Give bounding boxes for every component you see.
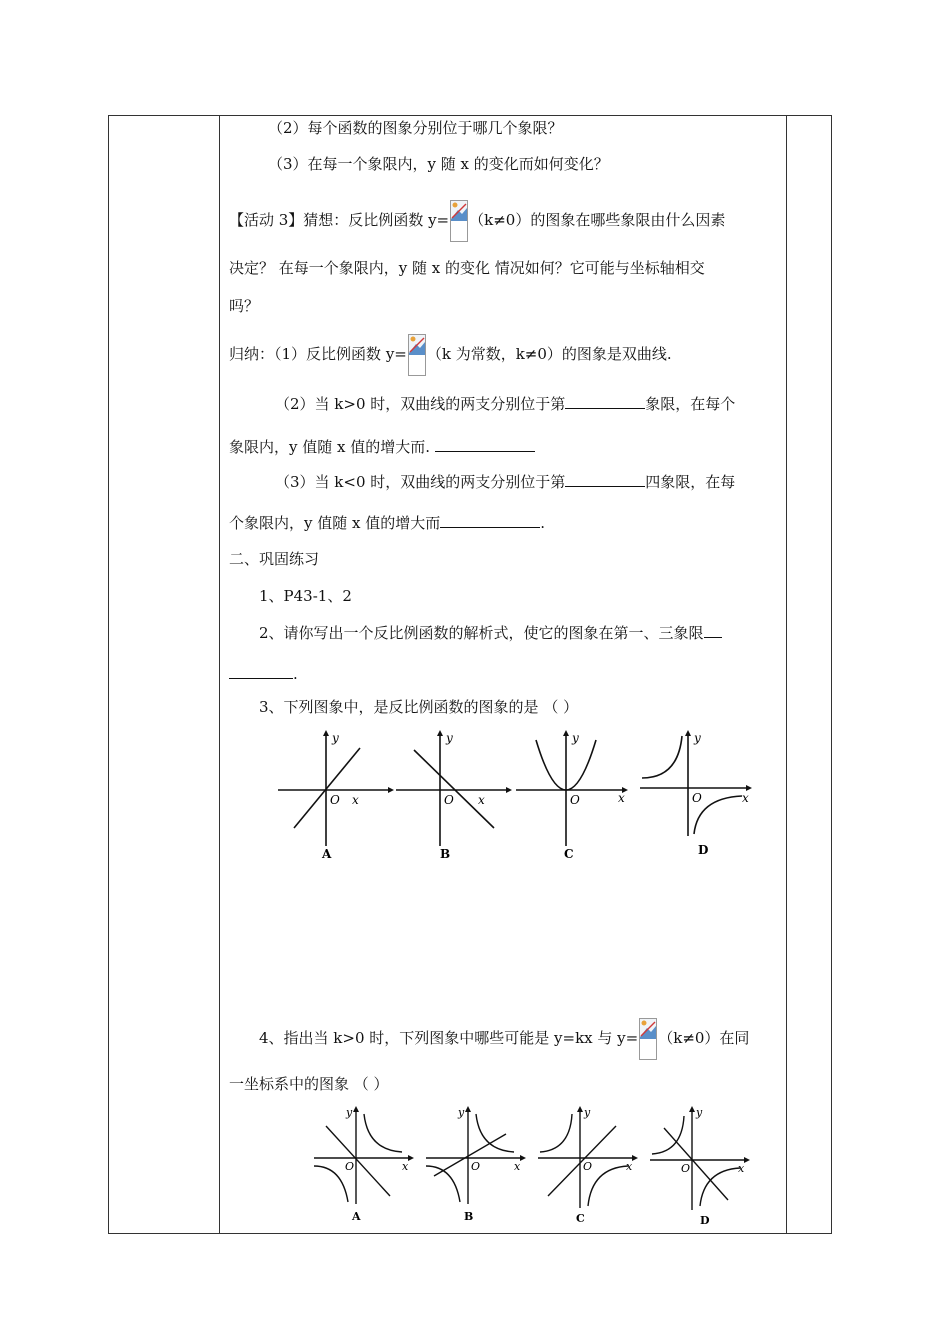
exercise-4-line-2: 一坐标系中的图象 （ ） [229,1075,389,1093]
answer-blank[interactable] [704,622,722,638]
summary-1 [229,334,672,376]
summary-3-line-2 [229,512,545,533]
summary-1-text: 归纳：（1）反比例函数 y= [229,345,407,363]
y-axis-label: y [446,731,453,745]
answer-blank[interactable] [229,663,293,679]
lesson-table [108,115,832,1234]
summary-3-text-cont: 四象限，在每 [645,473,736,491]
x-axis-label: x [514,1160,521,1173]
origin-label: O [570,793,580,807]
activity-3-line-3: 吗？ [229,297,260,315]
graph-set2-option-d [648,1104,752,1234]
activity-3-line [229,200,725,242]
y-axis-label: y [694,731,701,745]
graph-set2-option-b [424,1104,528,1234]
activity-3-text: 【活动 3】猜想：反比例函数 y= [229,211,450,229]
option-label: C [564,847,574,860]
y-axis-label: y [458,1106,465,1119]
y-axis-label: y [696,1106,703,1119]
fraction-image-icon [639,1018,657,1060]
summary-3-period: . [540,514,546,532]
answer-blank[interactable] [435,436,535,452]
option-label: A [352,1210,361,1223]
option-label: D [698,843,709,857]
exercise-4-text-cont: （k≠0）在同 [658,1029,750,1047]
graph-set2-option-c [536,1104,640,1234]
origin-label: O [681,1162,691,1175]
answer-blank[interactable] [440,512,540,528]
origin-label: O [583,1160,593,1173]
x-axis-label: x [742,791,749,805]
summary-2-text-cont: 象限，在每个 [645,395,736,413]
summary-2 [275,393,735,414]
x-axis-label: x [626,1160,633,1173]
table-column-divider [219,116,220,1233]
exercise-4-text: 4、指出当 k>0 时，下列图象中哪些可能是 y=kx 与 y= [259,1029,639,1047]
summary-3 [275,471,735,492]
question-2: （2）每个函数的图象分别位于哪几个象限？ [268,119,563,137]
exercise-4 [259,1018,749,1060]
option-label: B [464,1210,474,1223]
origin-label: O [444,793,454,807]
option-label: B [440,847,451,860]
question-3: （3）在每一个象限内，y 随 x 的变化而如何变化？ [268,155,609,173]
exercise-1: 1、P43-1、2 [259,587,352,605]
x-axis-label: x [478,793,485,807]
graph-option-d [638,728,758,864]
x-axis-label: x [738,1162,745,1175]
graph-option-a [276,728,396,864]
y-axis-label: y [584,1106,591,1119]
origin-label: O [330,793,340,807]
summary-1-text-cont: （k 为常数，k≠0）的图象是双曲线. [426,345,672,363]
table-column-divider [786,116,787,1233]
answer-blank[interactable] [565,393,645,409]
answer-blank[interactable] [565,471,645,487]
y-axis-label: y [572,731,579,745]
origin-label: O [692,791,702,805]
exercise-2-period: . [293,665,298,683]
graph-option-b [394,728,514,864]
origin-label: O [345,1160,355,1173]
x-axis-label: x [352,793,359,807]
fraction-image-icon [450,200,468,242]
option-label: C [576,1212,585,1225]
summary-3-text-2: 个象限内，y 值随 x 值的增大而 [229,514,441,532]
option-label: D [700,1214,710,1227]
exercise-2 [259,622,722,643]
origin-label: O [471,1160,481,1173]
exercise-2-text: 2、请你写出一个反比例函数的解析式，使它的图象在第一、三象限 [259,624,704,642]
y-axis-label: y [346,1106,353,1119]
y-axis-label: y [332,731,339,745]
summary-2-line-2 [229,436,535,457]
graph-set2-option-a [312,1104,416,1234]
exercise-2-line-2 [229,663,298,684]
summary-2-text-2: 象限内，y 值随 x 值的增大而. [229,438,431,456]
summary-2-text: （2）当 k>0 时，双曲线的两支分别位于第 [275,395,566,413]
summary-3-text: （3）当 k<0 时，双曲线的两支分别位于第 [275,473,566,491]
section-2-heading: 二、巩固练习 [229,550,320,568]
graph-option-c [514,728,634,864]
x-axis-label: x [402,1160,409,1173]
fraction-image-icon [408,334,426,376]
activity-3-text-cont: （k≠0）的图象在哪些象限由什么因素 [469,211,726,229]
activity-3-line-2: 决定？ 在每一个象限内，y 随 x 的变化 情况如何？它可能与坐标轴相交 [229,259,705,277]
x-axis-label: x [618,791,625,805]
exercise-3: 3、下列图象中，是反比例函数的图象的是 （ ） [259,698,579,716]
option-label: A [322,847,332,860]
